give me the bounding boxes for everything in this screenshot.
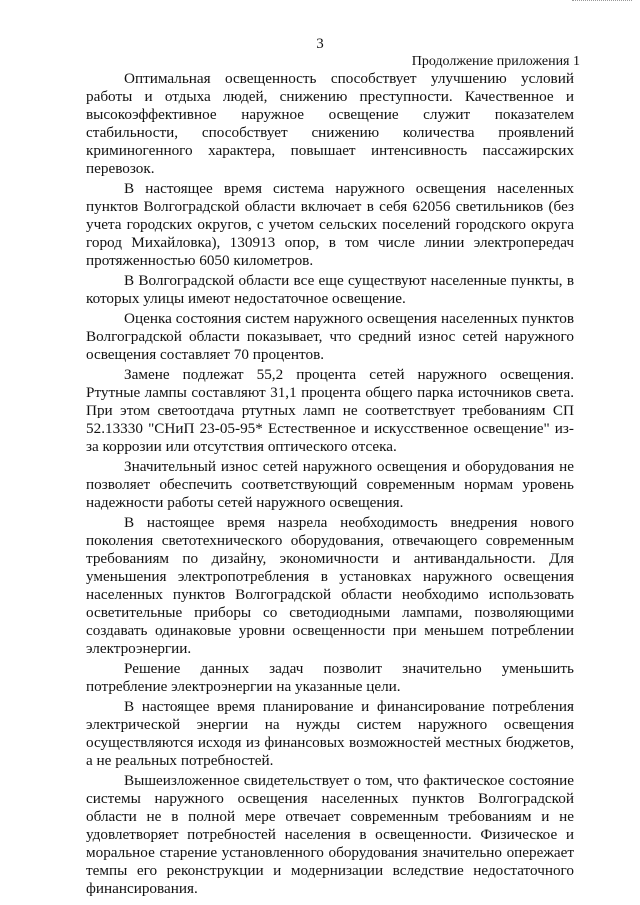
scan-corner-mark [572, 0, 632, 5]
paragraph: Оптимальная освещенность способствует улучшению условий работы и отдыха людей, снижению преступности. Качественное и высокоэффективное наружное освещение служит показателем стабильности, способствует снижению количества проявлений криминогенного характера, повышает интенсивность пассажирских перевозок. [86, 70, 574, 177]
paragraph: Решение данных задач позволит значительно уменьшить потребление электроэнергии на указанные цели. [86, 660, 574, 695]
paragraph: В настоящее время планирование и финансирование потребления электрической энергии на нужды систем наружного освещения осуществляются исходя из финансовых возможностей местных бюджетов, а не реальных потребностей. [86, 698, 574, 769]
paragraph: Оценка состояния систем наружного освещения населенных пунктов Волгоградской области показывает, что средний износ сетей наружного освещения составляет 70 процентов. [86, 310, 574, 363]
annex-label: Продолжение приложения 1 [411, 54, 580, 69]
paragraph: Замене подлежат 55,2 процента сетей наружного освещения. Ртутные лампы составляют 31,1 процента общего парка источников света. При этом светоотдача ртутных ламп не соответствует требованиям СП 52.13330 "СНиП 23-05-95* Естественное и искусственное освещение" из-за коррозии или отсутствия оптического отсека. [86, 366, 574, 455]
paragraph: В настоящее время назрела необходимость внедрения нового поколения светотехнического оборудования, отвечающего современным требованиям по дизайну, экономичности и антивандальности. Для уменьшения электропотребления в установках наружного освещения населенных пунктов Волгоградской области необходимо использовать осветительные приборы со светодиодными лампами, позволяющими создавать одинаковые уровни освещенности при меньшем потреблении электроэнергии. [86, 514, 574, 657]
document-body [86, 70, 574, 900]
paragraph: В Волгоградской области все еще существуют населенные пункты, в которых улицы имеют недостаточное освещение. [86, 272, 574, 307]
page-number: 3 [316, 36, 324, 52]
paragraph: Значительный износ сетей наружного освещения и оборудования не позволяет обеспечить соответствующий современным нормам уровень надежности работы сетей наружного освещения. [86, 458, 574, 511]
paragraph: Вышеизложенное свидетельствует о том, что фактическое состояние системы наружного освещения населенных пунктов Волгоградской области не в полной мере отвечает современным требованиям и не удовлетворяет потребностей населения в освещенности. Физическое и моральное старение установленного оборудования значительно опережает темпы его реконструкции и модернизации вследствие недостаточного финансирования. [86, 772, 574, 897]
paragraph: В настоящее время система наружного освещения населенных пунктов Волгоградской области включает в себя 62056 светильников (без учета городских округов, с учетом сельских поселений городского округа город Михайловка), 130913 опор, в том числе линии электропередач протяженностью 6050 километров. [86, 180, 574, 269]
